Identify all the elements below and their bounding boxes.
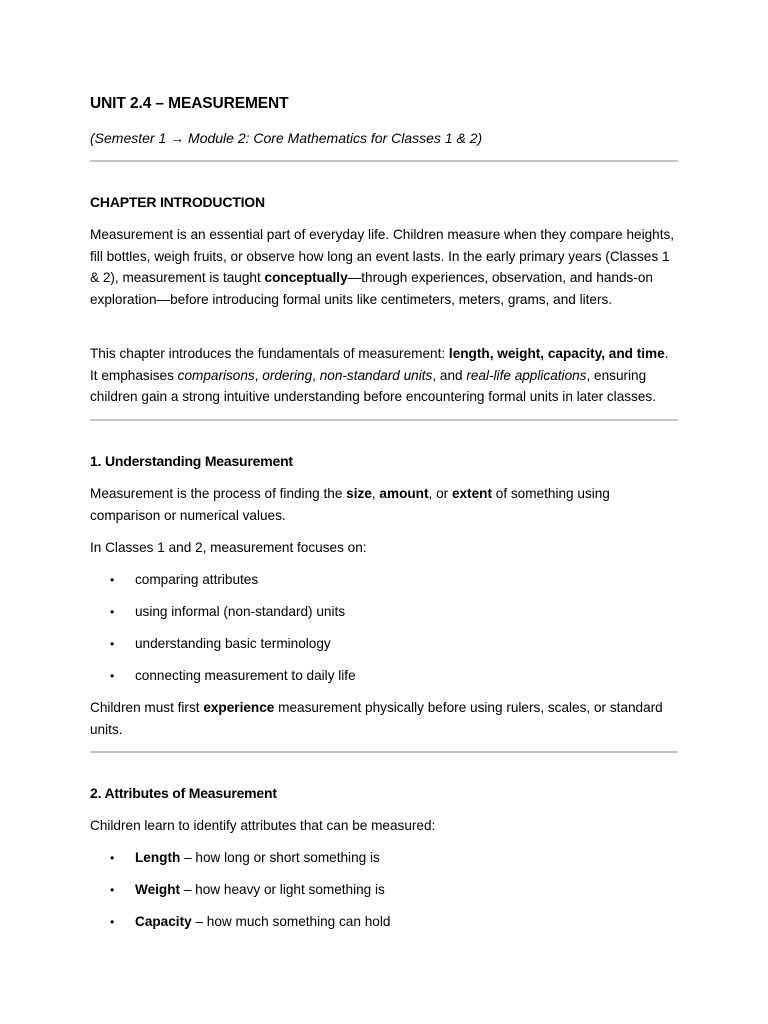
intro-p1-text-a: Measurement is an essential part of everyday life. Children measure when they compare heights, fill bottles, weigh fruits, or observe how long an event lasts. In the early primary years (Classes 1 & 2), measurement is taught: [90, 227, 675, 286]
intro-p2-text-k: , ensuring children gain a strong intuitive understanding before encountering formal units in later classes.: [90, 367, 656, 405]
list-item-text: understanding basic terminology: [135, 636, 331, 651]
intro-p2-text-a: This chapter introduces the fundamentals of measurement:: [90, 346, 449, 361]
section-1-paragraph-2: In Classes 1 and 2, measurement focuses on:: [90, 540, 367, 555]
chapter-introduction-heading: CHAPTER INTRODUCTION: [90, 194, 265, 210]
intro-p1-text-c: —through experiences, observation, and hands-on exploration—before introducing formal units like centimeters, meters, grams, and liters.: [90, 270, 653, 307]
intro-p2-text-g: ,: [312, 367, 320, 383]
unit-subtitle: (Semester 1 → Module 2: Core Mathematics for Classes 1 & 2): [90, 130, 483, 146]
bullet-icon: •: [110, 605, 115, 619]
s1-p3-text-c: measurement physically before using rulers, scales, or standard units.: [90, 700, 663, 737]
s1-p1-text-g: of something using comparison or numerical values.: [90, 486, 610, 523]
horizontal-rule: [90, 160, 678, 162]
attribute-term: Length: [135, 850, 181, 865]
horizontal-rule: [90, 751, 678, 753]
intro-p2-text-i: , and: [432, 367, 467, 383]
list-item-text: connecting measurement to daily life: [135, 668, 356, 683]
attribute-description: – how long or short something is: [180, 850, 380, 865]
attribute-description: – how much something can hold: [191, 914, 391, 929]
s1-p1-text-e: , or: [428, 486, 452, 501]
list-item-text: [135, 880, 385, 900]
horizontal-rule: [90, 419, 678, 421]
list-item-text: [135, 912, 390, 932]
bullet-icon: •: [110, 669, 115, 683]
s1-p1-bold-size: size: [346, 486, 372, 501]
intro-p2-italic-ordering: ordering: [262, 367, 313, 383]
s1-p3-text-a: Children must first: [90, 700, 204, 715]
unit-title: UNIT 2.4 – MEASUREMENT: [90, 95, 289, 112]
intro-p2-bold-topics: length, weight, capacity, and time: [448, 346, 665, 361]
intro-p2-text-c: . It emphasises: [90, 346, 669, 383]
attribute-term: Weight: [135, 882, 181, 897]
list-item-text: comparing attributes: [135, 572, 259, 587]
intro-p2-italic-comparisons: comparisons: [177, 367, 255, 383]
attribute-description: – how heavy or light something is: [180, 882, 385, 897]
intro-paragraph-1: [90, 224, 678, 310]
list-item-text: [135, 848, 380, 868]
intro-p2-italic-real-life-applications: real-life applications: [466, 367, 587, 383]
s1-p1-text-c: ,: [371, 486, 380, 501]
bullet-icon: •: [110, 637, 115, 651]
intro-p1-bold-conceptually: conceptually: [264, 270, 348, 286]
section-2-paragraph-1: Children learn to identify attributes that can be measured:: [90, 818, 436, 833]
intro-paragraph-2: [90, 343, 678, 408]
section-1-paragraph-1: [90, 483, 678, 526]
intro-p2-italic-non-standard-units: non-standard units: [319, 367, 433, 383]
section-1-paragraph-3: [90, 697, 678, 740]
bullet-icon: •: [110, 851, 115, 865]
bullet-icon: •: [110, 883, 115, 897]
s1-p1-bold-extent: extent: [451, 486, 492, 501]
intro-p2-text-e: ,: [254, 367, 263, 383]
section-2-heading: 2. Attributes of Measurement: [90, 785, 277, 801]
bullet-icon: •: [110, 915, 115, 929]
s1-p1-text-a: Measurement is the process of finding the: [90, 486, 347, 501]
section-1-heading: 1. Understanding Measurement: [90, 453, 293, 469]
list-item-text: using informal (non-standard) units: [135, 604, 346, 619]
attribute-term: Capacity: [135, 914, 192, 929]
s1-p3-bold-experience: experience: [203, 700, 275, 715]
bullet-icon: •: [110, 573, 115, 587]
s1-p1-bold-amount: amount: [379, 486, 429, 501]
